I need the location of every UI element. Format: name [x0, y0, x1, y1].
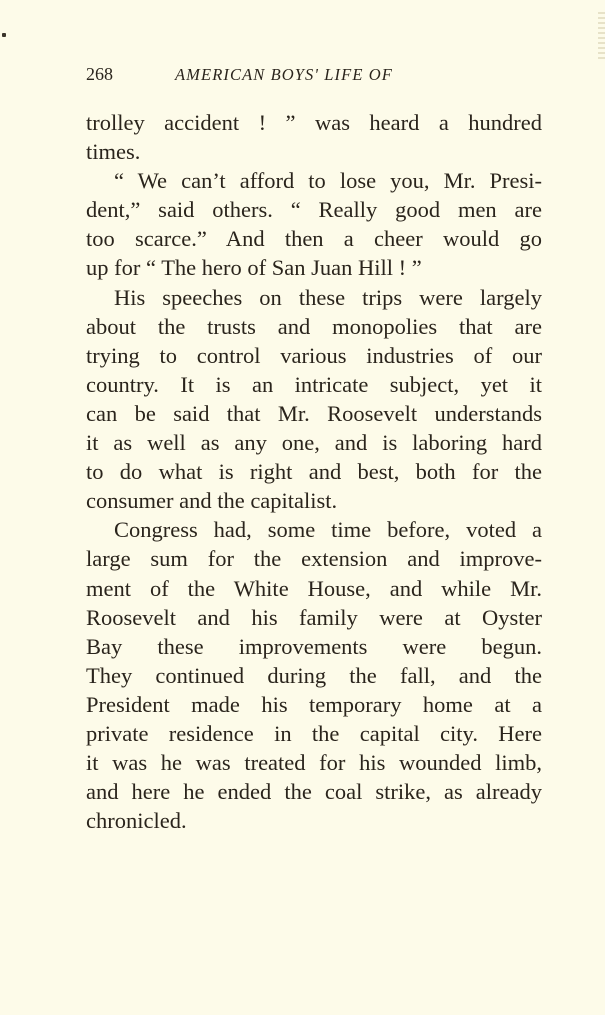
text-line: consumer and the capitalist.	[86, 488, 338, 514]
running-title: AMERICAN BOYS' LIFE OF	[175, 65, 393, 84]
page-edge-texture	[598, 12, 605, 62]
text-line: to do what is right and best, both for the	[86, 459, 542, 485]
text-line: “ We can’t afford to lose you, Mr. Presi-	[114, 168, 542, 194]
text-line: Roosevelt and his family were at Oyster	[86, 604, 542, 630]
text-line: about the trusts and monopolies that are	[86, 313, 542, 339]
text-line: Bay these improvements were begun.	[86, 633, 542, 659]
paragraph	[86, 108, 542, 166]
paragraph	[86, 166, 542, 282]
text-line: up for “ The hero of San Juan Hill ! ”	[86, 255, 422, 281]
text-line: His speeches on these trips were largely	[114, 284, 542, 310]
text-line: trolley accident ! ” was heard a hundred	[86, 110, 542, 135]
text-line: private residence in the capital city. Here	[86, 720, 542, 746]
text-line: too scarce.” And then a cheer would go	[86, 226, 542, 252]
page-header	[86, 64, 546, 88]
text-line: dent,” said others. “ Really good men are	[86, 197, 542, 223]
text-line: country. It is an intricate subject, yet it	[86, 371, 542, 397]
text-line: President made his temporary home at a	[86, 691, 542, 717]
text-line: trying to control various industries of our	[86, 342, 542, 368]
text-line: chronicled.	[86, 808, 187, 834]
text-line: it as well as any one, and is laboring hard	[86, 430, 542, 456]
text-line: and here he ended the coal strike, as already	[86, 779, 542, 805]
text-line: can be said that Mr. Roosevelt understands	[86, 400, 542, 426]
text-line: Congress had, some time before, voted a	[114, 517, 542, 543]
text-line: They continued during the fall, and the	[86, 662, 542, 688]
paragraph	[86, 515, 542, 835]
text-line: ment of the White House, and while Mr.	[86, 575, 542, 601]
text-line: large sum for the extension and improve-	[86, 546, 542, 572]
margin-speck	[2, 33, 6, 37]
text-line: times.	[86, 139, 141, 165]
text-line: it was he was treated for his wounded limb,	[86, 750, 542, 776]
page-number: 268	[86, 64, 113, 84]
paragraph	[86, 283, 542, 516]
body-text	[86, 108, 542, 835]
